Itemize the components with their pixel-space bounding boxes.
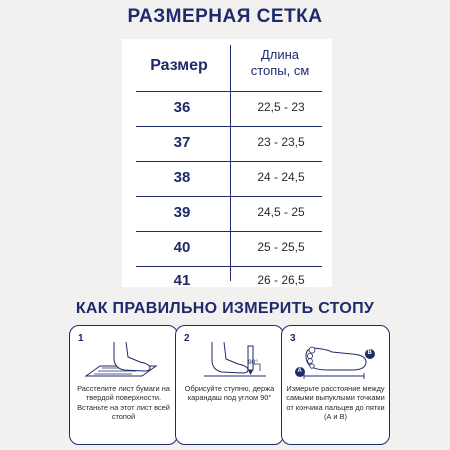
step-card-3 xyxy=(281,325,390,445)
header-size: Размер xyxy=(150,57,208,74)
step-caption: Расстелите лист бумаги на твердой поверхности. Встаньте на этот лист всей стопой xyxy=(77,384,170,421)
foot-on-paper-icon xyxy=(80,340,166,384)
step-card-2 xyxy=(175,325,284,445)
table-row xyxy=(122,91,332,126)
table-row xyxy=(122,196,332,231)
size-cell: 36 xyxy=(173,99,191,116)
length-cell: 23 - 23,5 xyxy=(257,135,305,149)
step-card-1 xyxy=(69,325,178,445)
step-number: 1 xyxy=(78,333,84,344)
size-cell: 40 xyxy=(173,239,191,256)
step-caption: Обрисуйте ступню, держа карандаш под углом 90° xyxy=(184,384,275,403)
step-caption: Измерьте расстояние между самыми выпуклыми точками от кончика пальцев до пятки (А и В) xyxy=(286,384,385,421)
section-subtitle: КАК ПРАВИЛЬНО ИЗМЕРИТЬ СТОПУ xyxy=(75,300,375,317)
table-row xyxy=(122,161,332,196)
point-a-label: A xyxy=(297,368,302,374)
table-row xyxy=(122,126,332,161)
length-cell: 26 - 26,5 xyxy=(257,273,305,287)
header-length xyxy=(230,47,330,79)
table-header xyxy=(122,39,332,91)
point-b-label: B xyxy=(367,350,372,356)
foot-measure-icon xyxy=(292,340,378,384)
size-table xyxy=(122,39,332,287)
length-cell: 22,5 - 23 xyxy=(257,100,305,114)
size-cell: 38 xyxy=(173,169,191,186)
length-cell: 25 - 25,5 xyxy=(257,240,305,254)
foot-pencil-icon xyxy=(186,340,272,384)
page-title: РАЗМЕРНАЯ СЕТКА xyxy=(127,6,323,27)
size-cell: 37 xyxy=(173,134,191,151)
length-cell: 24 - 24,5 xyxy=(257,170,305,184)
table-row xyxy=(122,252,332,287)
step-number: 3 xyxy=(290,333,296,344)
header-length-line1: Длина xyxy=(260,47,300,62)
step-number: 2 xyxy=(184,333,190,344)
size-cell: 39 xyxy=(173,204,191,221)
length-cell: 24,5 - 25 xyxy=(257,205,305,219)
angle-label: 90° xyxy=(248,359,258,366)
header-length-line2: стопы, см xyxy=(250,63,310,78)
size-cell: 41 xyxy=(173,272,191,289)
